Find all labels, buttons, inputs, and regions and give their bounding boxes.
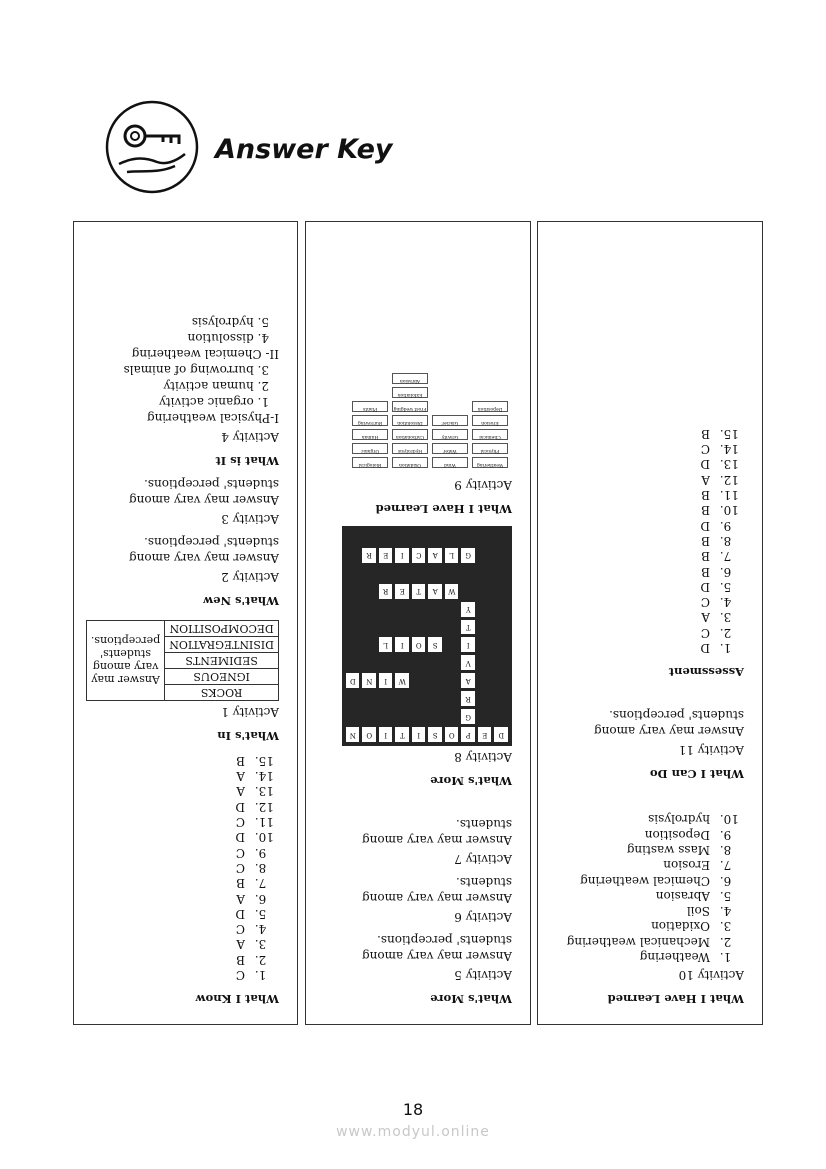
crossword-cell: R xyxy=(379,584,393,599)
table-cell: DECOMPOSITION xyxy=(165,620,279,636)
concept-box: Erosion xyxy=(472,415,508,426)
concept-box: Weathering xyxy=(472,457,508,468)
crossword-cell: G xyxy=(462,709,476,724)
crossword-cell: A xyxy=(429,548,443,563)
answer-item: 4. Soil xyxy=(550,903,716,918)
answer-item: 2. C xyxy=(550,624,716,639)
answer-item: 11. C xyxy=(86,814,251,829)
answer-item: 12. A xyxy=(550,471,716,486)
crossword-grid xyxy=(342,526,512,746)
answer-item: 2. Mechanical weathering xyxy=(550,933,716,948)
crossword-cell: T xyxy=(412,584,426,599)
activity-label: Activity 3 xyxy=(221,511,279,526)
activity-label: Activity 11 xyxy=(678,743,744,758)
table-cell: SEDIMENTS xyxy=(165,652,279,668)
crossword-cell: W xyxy=(445,584,459,599)
answer-item: 10. D xyxy=(86,829,251,844)
answer-item: 1. Weathering xyxy=(550,949,716,964)
table-cell: ROCKS xyxy=(165,684,279,700)
answer-item: 8. C xyxy=(86,860,251,875)
activity1-table xyxy=(86,620,279,701)
concept-box: Gravity xyxy=(432,429,468,440)
answer-item: 8. B xyxy=(550,533,716,548)
crossword-cell: O xyxy=(445,727,459,742)
answer-item: 3. A xyxy=(550,609,716,624)
activity-text: Answer may vary among students' perceptions. xyxy=(128,534,279,565)
activity-line: 1. organic activity xyxy=(159,394,269,409)
weathering-concept-chart xyxy=(332,362,512,472)
answer-item: 15. B xyxy=(86,753,251,768)
answer-panel-1 xyxy=(73,221,298,1025)
concept-box: Biological xyxy=(352,457,388,468)
answer-list xyxy=(86,753,279,982)
answer-item: 6. B xyxy=(550,563,716,578)
answer-item: 7. B xyxy=(86,875,251,890)
activity-label: Activity 1 xyxy=(221,704,279,719)
activity-label: Activity 10 xyxy=(678,968,744,982)
activity-text: Answer may vary among students. xyxy=(361,817,512,847)
activity-text: Answer may vary among students' perceptions. xyxy=(593,708,744,739)
answer-item: 12. D xyxy=(86,798,251,813)
activity-line: 5. hydrolysis xyxy=(191,314,269,329)
concept-box: Dissolution xyxy=(392,415,428,426)
crossword-cell: D xyxy=(346,673,360,688)
section-heading: What's More xyxy=(430,774,512,788)
section-heading: What's New xyxy=(203,593,279,608)
activity-line: 4. dissolution xyxy=(187,330,269,345)
crossword-cell: S xyxy=(429,638,443,653)
crossword-cell: T xyxy=(396,727,410,742)
section-heading: What I Can Do xyxy=(649,767,744,782)
crossword-cell: G xyxy=(462,548,476,563)
activity-line: 2. human activity xyxy=(163,378,269,393)
answer-list xyxy=(550,426,744,655)
crossword-cell: L xyxy=(379,638,393,653)
activity-label: Activity 5 xyxy=(454,968,512,982)
concept-box: Organic xyxy=(352,443,388,454)
concept-box: Exfoliation xyxy=(392,387,428,398)
answer-item: 2. B xyxy=(86,951,251,966)
activity-line: II- Chemical weathering xyxy=(131,346,279,361)
answer-item: 10. B xyxy=(550,502,716,517)
crossword-cell: I xyxy=(396,638,410,653)
activity-line: I-Physical weathering xyxy=(146,410,279,425)
activity-label: Activity 2 xyxy=(221,569,279,584)
answer-panel-2 xyxy=(305,221,531,1025)
answer-item: 7. Erosion xyxy=(550,857,716,872)
page-number: 18 xyxy=(402,1100,424,1119)
answer-item: 15. B xyxy=(550,426,716,441)
answer-item: 7. B xyxy=(550,548,716,563)
crossword-cell: I xyxy=(396,548,410,563)
answer-item: 14. C xyxy=(550,441,716,456)
crossword-cell: S xyxy=(429,727,443,742)
crossword-cell: E xyxy=(478,727,492,742)
answer-item: 6. Chemical weathering xyxy=(550,872,716,887)
page-title: Answer Key xyxy=(215,134,393,165)
crossword-cell: Y xyxy=(462,602,476,617)
crossword-cell: N xyxy=(346,727,360,742)
answer-item: 5. Abrasion xyxy=(550,888,716,903)
crossword-cell: V xyxy=(462,655,476,670)
answer-panel-3 xyxy=(537,221,763,1025)
crossword-cell: I xyxy=(379,673,393,688)
section-heading: What I Know xyxy=(195,992,279,1006)
concept-box: Plants xyxy=(352,401,388,412)
answer-list xyxy=(550,811,744,964)
answer-item: 5. D xyxy=(86,906,251,921)
answer-item: 6. A xyxy=(86,890,251,905)
concept-box: Glacier xyxy=(432,415,468,426)
activity-label: Activity 7 xyxy=(454,852,512,866)
activity-text: Answer may vary among students' perceptions. xyxy=(128,476,279,507)
activity-text: Answer may vary among students. xyxy=(361,875,512,905)
concept-box: Deposition xyxy=(472,401,508,412)
crossword-cell: A xyxy=(462,673,476,688)
crossword-cell: D xyxy=(495,727,509,742)
answer-item: 4. C xyxy=(86,921,251,936)
crossword-cell: R xyxy=(363,548,377,563)
activity-label: Activity 8 xyxy=(454,750,512,764)
section-heading: What's More xyxy=(430,992,512,1006)
activity-text: Answer may vary among students' perceptions. xyxy=(361,933,512,963)
crossword-cell: W xyxy=(396,673,410,688)
answer-item: 4. C xyxy=(550,594,716,609)
answer-item: 1. C xyxy=(86,967,251,982)
answer-item: 14. A xyxy=(86,768,251,783)
concept-box: Human xyxy=(352,429,388,440)
section-heading: What I Have Learned xyxy=(607,992,744,1006)
activity-line: 3. burrowing of animals xyxy=(123,362,269,377)
section-heading: Assessment xyxy=(668,665,744,680)
crossword-cell: I xyxy=(412,727,426,742)
concept-box: Water xyxy=(432,443,468,454)
answer-item: 9. C xyxy=(86,844,251,859)
crossword-cell: N xyxy=(363,673,377,688)
activity-label: Activity 6 xyxy=(454,910,512,924)
crossword-cell: A xyxy=(429,584,443,599)
activity-label: Activity 4 xyxy=(221,429,279,444)
crossword-cell: R xyxy=(462,691,476,706)
crossword-cell: O xyxy=(363,727,377,742)
crossword-cell: T xyxy=(462,620,476,635)
answer-item: 10. hydrolysis xyxy=(550,811,716,826)
table-side-text: Answer may vary among students' perceptions. xyxy=(86,620,164,700)
concept-box: Frost wedging xyxy=(392,401,428,412)
answer-item: 11. B xyxy=(550,487,716,502)
watermark: www.modyul.online xyxy=(336,1124,490,1140)
answer-item: 3. A xyxy=(86,936,251,951)
activity-label: Activity 9 xyxy=(454,478,512,492)
answer-item: 9. Deposition xyxy=(550,826,716,841)
concept-box: Abrasion xyxy=(392,373,428,384)
crossword-cell: C xyxy=(412,548,426,563)
concept-box: Burrowing xyxy=(352,415,388,426)
answer-item: 9. D xyxy=(550,517,716,532)
answer-item: 13. D xyxy=(550,456,716,471)
answer-item: 5. D xyxy=(550,579,716,594)
crossword-cell: I xyxy=(379,727,393,742)
answer-item: 1. D xyxy=(550,640,716,655)
answer-item: 3. Oxidation xyxy=(550,918,716,933)
key-hand-logo-icon xyxy=(105,100,199,194)
answer-item: 13. A xyxy=(86,783,251,798)
concept-box: Carbonation xyxy=(392,429,428,440)
crossword-cell: L xyxy=(445,548,459,563)
table-cell: IGNEOUS xyxy=(165,668,279,684)
concept-box: Oxidation xyxy=(392,457,428,468)
crossword-cell: E xyxy=(379,548,393,563)
section-heading: What's In xyxy=(217,728,279,743)
section-heading: What I Have Learned xyxy=(375,502,512,516)
concept-box: Hydrolysis xyxy=(392,443,428,454)
crossword-cell: O xyxy=(412,638,426,653)
table-cell: DISINTEGRATION xyxy=(165,636,279,652)
crossword-cell: P xyxy=(462,727,476,742)
concept-box: Physical xyxy=(472,443,508,454)
concept-box: Wind xyxy=(432,457,468,468)
concept-box: Chemical xyxy=(472,429,508,440)
crossword-cell: E xyxy=(396,584,410,599)
answer-item: 8. Mass wasting xyxy=(550,842,716,857)
section-heading: What is It xyxy=(215,453,279,468)
crossword-cell: I xyxy=(462,638,476,653)
